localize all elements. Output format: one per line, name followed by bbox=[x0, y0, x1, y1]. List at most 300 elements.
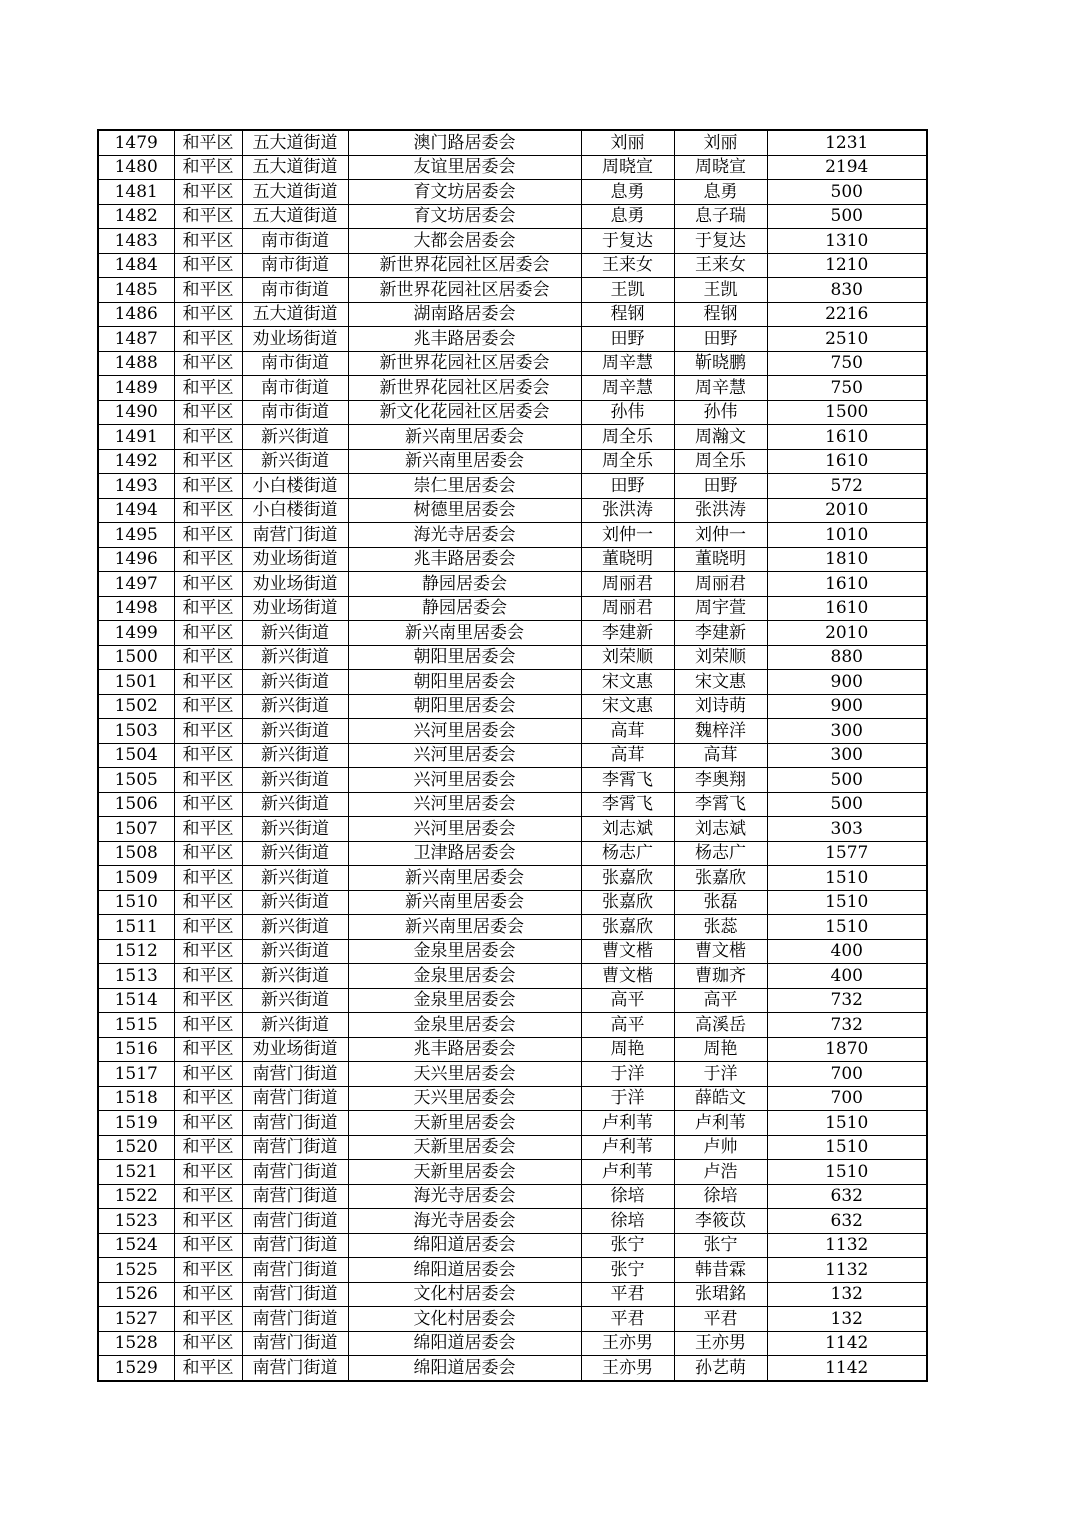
amount-cell: 1132 bbox=[767, 1233, 927, 1258]
district-cell: 和平区 bbox=[174, 547, 242, 572]
committee-cell: 金泉里居委会 bbox=[348, 988, 581, 1013]
applicant-cell: 徐培 bbox=[581, 1209, 674, 1234]
table-row bbox=[98, 130, 927, 155]
applicant-cell: 王亦男 bbox=[581, 1356, 674, 1381]
row-number-cell: 1525 bbox=[98, 1258, 174, 1283]
row-number-cell: 1493 bbox=[98, 474, 174, 499]
applicant-cell: 高平 bbox=[581, 988, 674, 1013]
row-number-cell: 1485 bbox=[98, 278, 174, 303]
amount-cell: 1610 bbox=[767, 596, 927, 621]
street-cell: 新兴街道 bbox=[242, 743, 348, 768]
committee-cell: 静园居委会 bbox=[348, 596, 581, 621]
committee-cell: 天兴里居委会 bbox=[348, 1086, 581, 1111]
row-number-cell: 1515 bbox=[98, 1013, 174, 1038]
row-number-cell: 1505 bbox=[98, 768, 174, 793]
committee-cell: 天新里居委会 bbox=[348, 1160, 581, 1185]
district-cell: 和平区 bbox=[174, 915, 242, 940]
table-row bbox=[98, 229, 927, 254]
district-cell: 和平区 bbox=[174, 1086, 242, 1111]
district-cell: 和平区 bbox=[174, 351, 242, 376]
applicant-cell: 周丽君 bbox=[581, 596, 674, 621]
applicant-cell: 刘荣顺 bbox=[581, 645, 674, 670]
district-cell: 和平区 bbox=[174, 327, 242, 352]
table-row bbox=[98, 498, 927, 523]
committee-cell: 绵阳道居委会 bbox=[348, 1331, 581, 1356]
committee-cell: 兴河里居委会 bbox=[348, 817, 581, 842]
member-cell: 王凯 bbox=[674, 278, 767, 303]
member-cell: 周瀚文 bbox=[674, 425, 767, 450]
member-cell: 张蕊 bbox=[674, 915, 767, 940]
district-cell: 和平区 bbox=[174, 768, 242, 793]
street-cell: 劝业场街道 bbox=[242, 596, 348, 621]
spreadsheet-page bbox=[97, 129, 928, 1382]
committee-cell: 朝阳里居委会 bbox=[348, 694, 581, 719]
applicant-cell: 张嘉欣 bbox=[581, 866, 674, 891]
amount-cell: 1810 bbox=[767, 547, 927, 572]
street-cell: 新兴街道 bbox=[242, 890, 348, 915]
table-row bbox=[98, 204, 927, 229]
table-row bbox=[98, 645, 927, 670]
district-cell: 和平区 bbox=[174, 253, 242, 278]
row-number-cell: 1529 bbox=[98, 1356, 174, 1381]
row-number-cell: 1501 bbox=[98, 670, 174, 695]
applicant-cell: 宋文惠 bbox=[581, 694, 674, 719]
table-row bbox=[98, 939, 927, 964]
district-cell: 和平区 bbox=[174, 621, 242, 646]
district-cell: 和平区 bbox=[174, 1037, 242, 1062]
district-cell: 和平区 bbox=[174, 1013, 242, 1038]
street-cell: 新兴街道 bbox=[242, 449, 348, 474]
applicant-cell: 宋文惠 bbox=[581, 670, 674, 695]
applicant-cell: 周辛慧 bbox=[581, 376, 674, 401]
amount-cell: 1132 bbox=[767, 1258, 927, 1283]
amount-cell: 900 bbox=[767, 670, 927, 695]
amount-cell: 900 bbox=[767, 694, 927, 719]
amount-cell: 1510 bbox=[767, 866, 927, 891]
street-cell: 南营门街道 bbox=[242, 1307, 348, 1332]
table-row bbox=[98, 1160, 927, 1185]
district-cell: 和平区 bbox=[174, 1111, 242, 1136]
applicant-cell: 李霄飞 bbox=[581, 768, 674, 793]
amount-cell: 1500 bbox=[767, 400, 927, 425]
table-row bbox=[98, 1184, 927, 1209]
district-cell: 和平区 bbox=[174, 988, 242, 1013]
committee-cell: 新兴南里居委会 bbox=[348, 449, 581, 474]
table-row bbox=[98, 449, 927, 474]
street-cell: 劝业场街道 bbox=[242, 547, 348, 572]
street-cell: 南市街道 bbox=[242, 253, 348, 278]
applicant-cell: 曹文楷 bbox=[581, 939, 674, 964]
applicant-cell: 平君 bbox=[581, 1307, 674, 1332]
table-row bbox=[98, 1258, 927, 1283]
table-row bbox=[98, 400, 927, 425]
amount-cell: 1510 bbox=[767, 915, 927, 940]
row-number-cell: 1526 bbox=[98, 1282, 174, 1307]
row-number-cell: 1504 bbox=[98, 743, 174, 768]
row-number-cell: 1482 bbox=[98, 204, 174, 229]
committee-cell: 新世界花园社区居委会 bbox=[348, 278, 581, 303]
member-cell: 卢利苇 bbox=[674, 1111, 767, 1136]
applicant-cell: 田野 bbox=[581, 474, 674, 499]
committee-cell: 金泉里居委会 bbox=[348, 1013, 581, 1038]
applicant-cell: 周丽君 bbox=[581, 572, 674, 597]
member-cell: 田野 bbox=[674, 327, 767, 352]
committee-cell: 新文化花园社区居委会 bbox=[348, 400, 581, 425]
district-cell: 和平区 bbox=[174, 302, 242, 327]
member-cell: 徐培 bbox=[674, 1184, 767, 1209]
applicant-cell: 张宁 bbox=[581, 1258, 674, 1283]
applicant-cell: 刘志斌 bbox=[581, 817, 674, 842]
amount-cell: 880 bbox=[767, 645, 927, 670]
street-cell: 南营门街道 bbox=[242, 1135, 348, 1160]
district-cell: 和平区 bbox=[174, 474, 242, 499]
district-cell: 和平区 bbox=[174, 1062, 242, 1087]
table-row bbox=[98, 964, 927, 989]
district-cell: 和平区 bbox=[174, 1135, 242, 1160]
street-cell: 五大道街道 bbox=[242, 155, 348, 180]
amount-cell: 500 bbox=[767, 180, 927, 205]
table-row bbox=[98, 278, 927, 303]
table-row bbox=[98, 1307, 927, 1332]
committee-cell: 文化村居委会 bbox=[348, 1282, 581, 1307]
table-row bbox=[98, 1233, 927, 1258]
amount-cell: 830 bbox=[767, 278, 927, 303]
street-cell: 小白楼街道 bbox=[242, 474, 348, 499]
table-row bbox=[98, 572, 927, 597]
row-number-cell: 1492 bbox=[98, 449, 174, 474]
committee-cell: 澳门路居委会 bbox=[348, 130, 581, 155]
committee-cell: 绵阳道居委会 bbox=[348, 1233, 581, 1258]
street-cell: 新兴街道 bbox=[242, 939, 348, 964]
member-cell: 高溪岳 bbox=[674, 1013, 767, 1038]
committee-cell: 新兴南里居委会 bbox=[348, 890, 581, 915]
member-cell: 程钢 bbox=[674, 302, 767, 327]
table-row bbox=[98, 1331, 927, 1356]
table-row bbox=[98, 915, 927, 940]
table-body bbox=[98, 130, 927, 1381]
street-cell: 南营门街道 bbox=[242, 1331, 348, 1356]
row-number-cell: 1506 bbox=[98, 792, 174, 817]
district-cell: 和平区 bbox=[174, 425, 242, 450]
district-cell: 和平区 bbox=[174, 1209, 242, 1234]
applicant-cell: 王亦男 bbox=[581, 1331, 674, 1356]
amount-cell: 750 bbox=[767, 351, 927, 376]
committee-cell: 金泉里居委会 bbox=[348, 939, 581, 964]
member-cell: 刘志斌 bbox=[674, 817, 767, 842]
street-cell: 新兴街道 bbox=[242, 694, 348, 719]
amount-cell: 132 bbox=[767, 1307, 927, 1332]
amount-cell: 500 bbox=[767, 204, 927, 229]
committee-cell: 天新里居委会 bbox=[348, 1111, 581, 1136]
row-number-cell: 1507 bbox=[98, 817, 174, 842]
applicant-cell: 刘仲一 bbox=[581, 523, 674, 548]
member-cell: 卢帅 bbox=[674, 1135, 767, 1160]
row-number-cell: 1498 bbox=[98, 596, 174, 621]
member-cell: 李奥翔 bbox=[674, 768, 767, 793]
member-cell: 周丽君 bbox=[674, 572, 767, 597]
street-cell: 新兴街道 bbox=[242, 964, 348, 989]
amount-cell: 1310 bbox=[767, 229, 927, 254]
table-row bbox=[98, 719, 927, 744]
district-cell: 和平区 bbox=[174, 449, 242, 474]
applicant-cell: 曹文楷 bbox=[581, 964, 674, 989]
committee-cell: 天兴里居委会 bbox=[348, 1062, 581, 1087]
committee-cell: 兴河里居委会 bbox=[348, 768, 581, 793]
amount-cell: 1577 bbox=[767, 841, 927, 866]
row-number-cell: 1509 bbox=[98, 866, 174, 891]
amount-cell: 1510 bbox=[767, 1111, 927, 1136]
table-row bbox=[98, 841, 927, 866]
applicant-cell: 卢利苇 bbox=[581, 1111, 674, 1136]
row-number-cell: 1516 bbox=[98, 1037, 174, 1062]
district-cell: 和平区 bbox=[174, 1282, 242, 1307]
committee-cell: 兴河里居委会 bbox=[348, 792, 581, 817]
table-row bbox=[98, 792, 927, 817]
table-row bbox=[98, 694, 927, 719]
table-row bbox=[98, 1135, 927, 1160]
row-number-cell: 1495 bbox=[98, 523, 174, 548]
district-cell: 和平区 bbox=[174, 792, 242, 817]
table-row bbox=[98, 1209, 927, 1234]
district-cell: 和平区 bbox=[174, 204, 242, 229]
street-cell: 新兴街道 bbox=[242, 670, 348, 695]
member-cell: 刘诗萌 bbox=[674, 694, 767, 719]
row-number-cell: 1514 bbox=[98, 988, 174, 1013]
street-cell: 新兴街道 bbox=[242, 988, 348, 1013]
applicant-cell: 张嘉欣 bbox=[581, 890, 674, 915]
member-cell: 周宇萱 bbox=[674, 596, 767, 621]
committee-cell: 兆丰路居委会 bbox=[348, 547, 581, 572]
table-row bbox=[98, 1282, 927, 1307]
row-number-cell: 1489 bbox=[98, 376, 174, 401]
district-cell: 和平区 bbox=[174, 229, 242, 254]
street-cell: 南营门街道 bbox=[242, 1282, 348, 1307]
row-number-cell: 1522 bbox=[98, 1184, 174, 1209]
district-cell: 和平区 bbox=[174, 719, 242, 744]
amount-cell: 1231 bbox=[767, 130, 927, 155]
member-cell: 高平 bbox=[674, 988, 767, 1013]
row-number-cell: 1487 bbox=[98, 327, 174, 352]
district-cell: 和平区 bbox=[174, 1331, 242, 1356]
committee-cell: 静园居委会 bbox=[348, 572, 581, 597]
street-cell: 南营门街道 bbox=[242, 1086, 348, 1111]
amount-cell: 2216 bbox=[767, 302, 927, 327]
row-number-cell: 1490 bbox=[98, 400, 174, 425]
district-cell: 和平区 bbox=[174, 890, 242, 915]
applicant-cell: 张宁 bbox=[581, 1233, 674, 1258]
table-row bbox=[98, 1356, 927, 1381]
applicant-cell: 孙伟 bbox=[581, 400, 674, 425]
member-cell: 周晓宣 bbox=[674, 155, 767, 180]
district-cell: 和平区 bbox=[174, 376, 242, 401]
committee-cell: 朝阳里居委会 bbox=[348, 670, 581, 695]
committee-cell: 绵阳道居委会 bbox=[348, 1356, 581, 1381]
district-cell: 和平区 bbox=[174, 400, 242, 425]
district-cell: 和平区 bbox=[174, 1184, 242, 1209]
amount-cell: 1510 bbox=[767, 1135, 927, 1160]
row-number-cell: 1518 bbox=[98, 1086, 174, 1111]
member-cell: 刘丽 bbox=[674, 130, 767, 155]
applicant-cell: 周晓宣 bbox=[581, 155, 674, 180]
member-cell: 李霄飞 bbox=[674, 792, 767, 817]
street-cell: 新兴街道 bbox=[242, 621, 348, 646]
committee-cell: 育文坊居委会 bbox=[348, 204, 581, 229]
amount-cell: 400 bbox=[767, 939, 927, 964]
applicant-cell: 卢利苇 bbox=[581, 1135, 674, 1160]
member-cell: 魏梓洋 bbox=[674, 719, 767, 744]
committee-cell: 朝阳里居委会 bbox=[348, 645, 581, 670]
street-cell: 南营门街道 bbox=[242, 1111, 348, 1136]
street-cell: 新兴街道 bbox=[242, 768, 348, 793]
committee-cell: 兆丰路居委会 bbox=[348, 327, 581, 352]
member-cell: 周艳 bbox=[674, 1037, 767, 1062]
district-cell: 和平区 bbox=[174, 866, 242, 891]
row-number-cell: 1523 bbox=[98, 1209, 174, 1234]
table-row bbox=[98, 890, 927, 915]
amount-cell: 1210 bbox=[767, 253, 927, 278]
table-row bbox=[98, 817, 927, 842]
member-cell: 周全乐 bbox=[674, 449, 767, 474]
table-row bbox=[98, 596, 927, 621]
amount-cell: 1142 bbox=[767, 1331, 927, 1356]
table-row bbox=[98, 547, 927, 572]
committee-cell: 海光寺居委会 bbox=[348, 1209, 581, 1234]
member-cell: 孙艺萌 bbox=[674, 1356, 767, 1381]
member-cell: 张磊 bbox=[674, 890, 767, 915]
district-cell: 和平区 bbox=[174, 1160, 242, 1185]
committee-cell: 新兴南里居委会 bbox=[348, 915, 581, 940]
row-number-cell: 1486 bbox=[98, 302, 174, 327]
row-number-cell: 1517 bbox=[98, 1062, 174, 1087]
row-number-cell: 1496 bbox=[98, 547, 174, 572]
table-row bbox=[98, 1037, 927, 1062]
table-row bbox=[98, 988, 927, 1013]
applicant-cell: 息勇 bbox=[581, 204, 674, 229]
member-cell: 孙伟 bbox=[674, 400, 767, 425]
street-cell: 五大道街道 bbox=[242, 130, 348, 155]
applicant-cell: 徐培 bbox=[581, 1184, 674, 1209]
amount-cell: 1610 bbox=[767, 572, 927, 597]
amount-cell: 500 bbox=[767, 768, 927, 793]
applicant-cell: 张洪涛 bbox=[581, 498, 674, 523]
amount-cell: 632 bbox=[767, 1209, 927, 1234]
table-row bbox=[98, 474, 927, 499]
member-cell: 张嘉欣 bbox=[674, 866, 767, 891]
member-cell: 刘荣顺 bbox=[674, 645, 767, 670]
member-cell: 张珺銘 bbox=[674, 1282, 767, 1307]
member-cell: 息子瑞 bbox=[674, 204, 767, 229]
row-number-cell: 1481 bbox=[98, 180, 174, 205]
committee-cell: 金泉里居委会 bbox=[348, 964, 581, 989]
member-cell: 韩昔霖 bbox=[674, 1258, 767, 1283]
member-cell: 曹文楷 bbox=[674, 939, 767, 964]
committee-cell: 兆丰路居委会 bbox=[348, 1037, 581, 1062]
table-row bbox=[98, 670, 927, 695]
row-number-cell: 1494 bbox=[98, 498, 174, 523]
applicant-cell: 杨志广 bbox=[581, 841, 674, 866]
row-number-cell: 1502 bbox=[98, 694, 174, 719]
applicant-cell: 李建新 bbox=[581, 621, 674, 646]
row-number-cell: 1519 bbox=[98, 1111, 174, 1136]
member-cell: 平君 bbox=[674, 1307, 767, 1332]
street-cell: 南营门街道 bbox=[242, 1233, 348, 1258]
district-cell: 和平区 bbox=[174, 498, 242, 523]
street-cell: 南营门街道 bbox=[242, 1209, 348, 1234]
applicant-cell: 于复达 bbox=[581, 229, 674, 254]
applicant-cell: 卢利苇 bbox=[581, 1160, 674, 1185]
member-cell: 刘仲一 bbox=[674, 523, 767, 548]
member-cell: 息勇 bbox=[674, 180, 767, 205]
row-number-cell: 1521 bbox=[98, 1160, 174, 1185]
applicant-cell: 程钢 bbox=[581, 302, 674, 327]
committee-cell: 崇仁里居委会 bbox=[348, 474, 581, 499]
row-number-cell: 1511 bbox=[98, 915, 174, 940]
table-row bbox=[98, 302, 927, 327]
applicant-cell: 于洋 bbox=[581, 1086, 674, 1111]
committee-cell: 文化村居委会 bbox=[348, 1307, 581, 1332]
applicant-cell: 董晓明 bbox=[581, 547, 674, 572]
district-cell: 和平区 bbox=[174, 1233, 242, 1258]
street-cell: 劝业场街道 bbox=[242, 572, 348, 597]
district-cell: 和平区 bbox=[174, 645, 242, 670]
committee-cell: 新兴南里居委会 bbox=[348, 866, 581, 891]
street-cell: 南市街道 bbox=[242, 229, 348, 254]
applicant-cell: 李霄飞 bbox=[581, 792, 674, 817]
district-cell: 和平区 bbox=[174, 278, 242, 303]
committee-cell: 绵阳道居委会 bbox=[348, 1258, 581, 1283]
member-cell: 宋文惠 bbox=[674, 670, 767, 695]
street-cell: 南营门街道 bbox=[242, 1062, 348, 1087]
amount-cell: 132 bbox=[767, 1282, 927, 1307]
amount-cell: 750 bbox=[767, 376, 927, 401]
street-cell: 新兴街道 bbox=[242, 841, 348, 866]
row-number-cell: 1520 bbox=[98, 1135, 174, 1160]
street-cell: 新兴街道 bbox=[242, 425, 348, 450]
committee-cell: 新世界花园社区居委会 bbox=[348, 376, 581, 401]
table-row bbox=[98, 866, 927, 891]
amount-cell: 732 bbox=[767, 1013, 927, 1038]
applicant-cell: 周全乐 bbox=[581, 425, 674, 450]
street-cell: 新兴街道 bbox=[242, 792, 348, 817]
district-cell: 和平区 bbox=[174, 939, 242, 964]
street-cell: 新兴街道 bbox=[242, 1013, 348, 1038]
member-cell: 高茸 bbox=[674, 743, 767, 768]
district-cell: 和平区 bbox=[174, 1307, 242, 1332]
table-row bbox=[98, 743, 927, 768]
member-cell: 于洋 bbox=[674, 1062, 767, 1087]
amount-cell: 1610 bbox=[767, 449, 927, 474]
street-cell: 新兴街道 bbox=[242, 645, 348, 670]
member-cell: 李筱苡 bbox=[674, 1209, 767, 1234]
table-row bbox=[98, 1086, 927, 1111]
amount-cell: 700 bbox=[767, 1086, 927, 1111]
committee-cell: 新世界花园社区居委会 bbox=[348, 253, 581, 278]
member-cell: 张宁 bbox=[674, 1233, 767, 1258]
row-number-cell: 1479 bbox=[98, 130, 174, 155]
district-cell: 和平区 bbox=[174, 523, 242, 548]
row-number-cell: 1488 bbox=[98, 351, 174, 376]
amount-cell: 1142 bbox=[767, 1356, 927, 1381]
amount-cell: 1510 bbox=[767, 890, 927, 915]
amount-cell: 500 bbox=[767, 792, 927, 817]
street-cell: 五大道街道 bbox=[242, 302, 348, 327]
street-cell: 南市街道 bbox=[242, 400, 348, 425]
street-cell: 南营门街道 bbox=[242, 1258, 348, 1283]
amount-cell: 2010 bbox=[767, 621, 927, 646]
amount-cell: 572 bbox=[767, 474, 927, 499]
street-cell: 南市街道 bbox=[242, 351, 348, 376]
committee-cell: 友谊里居委会 bbox=[348, 155, 581, 180]
